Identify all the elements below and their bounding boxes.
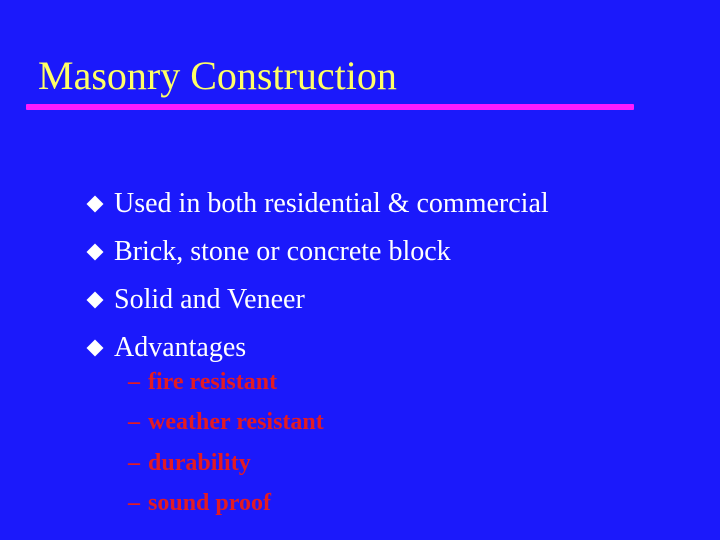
bullet-text: Solid and Veneer (114, 284, 305, 315)
bullet-item (90, 228, 549, 276)
sub-bullet-list (128, 362, 324, 524)
sub-bullet-item (128, 403, 324, 444)
bullet-text: Brick, stone or concrete block (114, 236, 451, 267)
sub-bullet-item (128, 443, 324, 484)
title-underline (26, 104, 634, 110)
dash-marker: – (128, 449, 140, 476)
dash-marker: – (128, 368, 140, 395)
slide-title: Masonry Construction (38, 53, 397, 98)
bullet-text: Used in both residential & commercial (114, 188, 549, 219)
dash-marker: – (128, 409, 140, 436)
sub-bullet-text: durability (148, 449, 251, 476)
bullet-text: Advantages (114, 332, 247, 363)
dash-marker: – (128, 490, 140, 517)
sub-bullet-item (128, 362, 324, 403)
sub-bullet-text: fire resistant (148, 368, 278, 395)
sub-bullet-text: weather resistant (148, 409, 324, 436)
bullet-list (90, 180, 549, 372)
bullet-item (90, 180, 549, 228)
sub-bullet-item (128, 484, 324, 525)
sub-bullet-text: sound proof (148, 490, 271, 517)
bullet-item (90, 276, 549, 324)
